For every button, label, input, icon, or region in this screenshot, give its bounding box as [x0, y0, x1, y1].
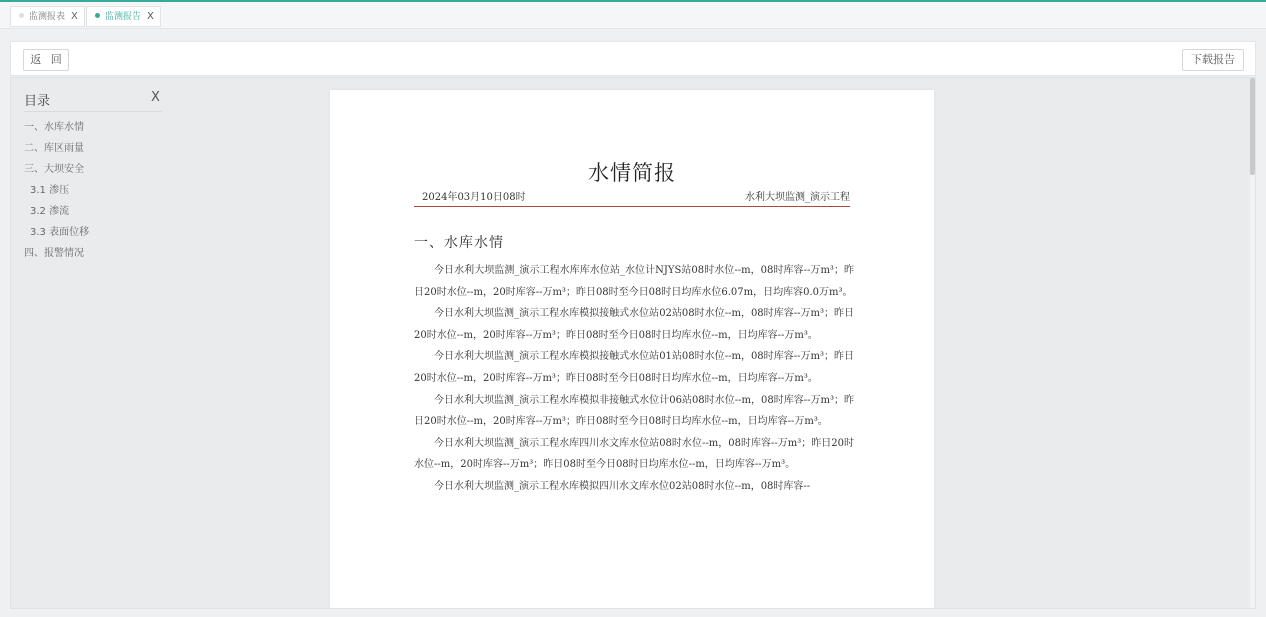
tab-monitor-report[interactable] [86, 6, 161, 27]
back-button[interactable]: 返 回 [23, 49, 69, 71]
document-date: 2024年03月10日08时 [422, 192, 526, 203]
paragraph: 今日水利大坝监测_演示工程水库模拟接触式水位站01站08时水位--m，08时库容--万m³；昨日20时水位--m，20时库容--万m³；昨日08时至今日08时日均库水位--m，日均库容--万m³。 [414, 351, 854, 384]
document-title: 水情简报 [588, 161, 676, 185]
toc-item-surface-displacement[interactable]: 3.3 表面位移 [30, 227, 90, 238]
table-of-contents [11, 78, 171, 608]
toc-item-seepage-pressure[interactable]: 3.1 渗压 [30, 185, 70, 196]
paragraph: 今日水利大坝监测_演示工程水库模拟接触式水位站02站08时水位--m，08时库容--万m³；昨日20时水位--m，20时库容--万m³；昨日08时至今日08时日均库水位--m，日均库容--万m³。 [414, 308, 854, 341]
toc-item-dam-safety[interactable]: 三、大坝安全 [24, 164, 84, 175]
download-report-button[interactable]: 下载报告 [1182, 49, 1244, 71]
toc-divider [24, 111, 162, 112]
toc-title: 目录 [24, 94, 51, 109]
tab-monitor-table[interactable] [10, 6, 85, 27]
toc-list [24, 121, 89, 268]
header-rule [414, 206, 850, 207]
report-toolbar [10, 41, 1256, 76]
close-icon[interactable]: X [147, 11, 154, 22]
toc-item-rainfall[interactable]: 二、库区雨量 [24, 143, 84, 154]
paragraph: 今日水利大坝监测_演示工程水库四川水文库水位站08时水位--m，08时库容--万m³；昨日20时水位--m，20时库容--万m³；昨日08时至今日08时日均库水位--m，日均库容--万m³。 [414, 437, 854, 471]
paragraph: 今日水利大坝监测_演示工程水库模拟非接触式水位计06站08时水位--m，08时库容--万m³；昨日20时水位--m，20时库容--万m³；昨日08时至今日08时日均库水位--m，日均库容--万m³。 [414, 394, 854, 428]
report-viewer [10, 77, 1256, 609]
scrollbar-thumb[interactable] [1250, 78, 1255, 175]
toc-item-seepage-flow[interactable]: 3.2 渗流 [30, 206, 70, 217]
section-body [414, 260, 854, 498]
tab-status-dot [95, 13, 100, 18]
close-icon[interactable]: X [151, 90, 160, 105]
paragraph: 今日水利大坝监测_演示工程水库模拟四川水文库水位02站08时水位--m，08时库容-- [434, 480, 811, 492]
tab-label: 监测报表 [29, 12, 66, 22]
tab-bar [0, 2, 1266, 29]
document-organization: 水利大坝监测_演示工程 [745, 192, 850, 203]
report-page [330, 90, 934, 609]
close-icon[interactable]: X [71, 11, 78, 22]
toc-item-alarms[interactable]: 四、报警情况 [24, 248, 84, 259]
vertical-scrollbar[interactable] [1250, 78, 1255, 608]
toc-item-reservoir-water[interactable]: 一、水库水情 [24, 122, 84, 133]
tab-status-dot [19, 13, 24, 18]
paragraph: 今日水利大坝监测_演示工程水库库水位站_水位计NJYS站08时水位--m，08时库容--万m³；昨日20时水位--m，20时库容--万m³；昨日08时至今日08时日均库水位6.07m，日均库容0.0万m³。 [414, 265, 854, 298]
tab-label: 监测报告 [105, 12, 142, 22]
section-heading: 一、水库水情 [414, 235, 504, 251]
